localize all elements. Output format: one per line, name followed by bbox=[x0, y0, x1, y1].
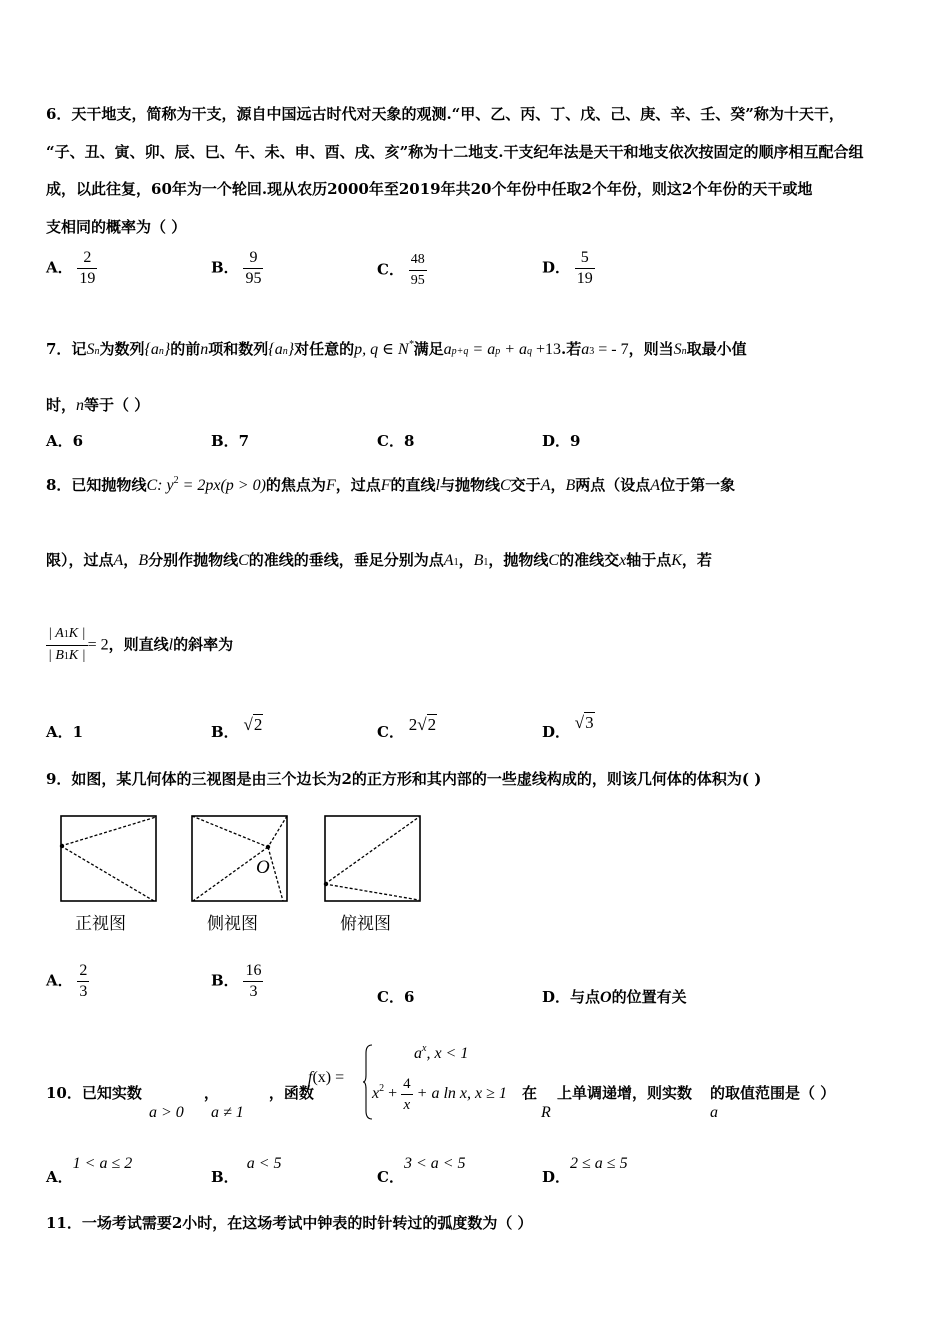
side-view-square bbox=[192, 816, 287, 901]
q9-option-c[interactable]: C．6 bbox=[377, 988, 415, 1006]
cond-a-not-one: a ≠ 1 bbox=[211, 1104, 244, 1121]
q8-option-a[interactable]: A．1 bbox=[46, 723, 84, 741]
q9-option-a[interactable]: A． $\frac{2}{3}$ bbox=[46, 962, 88, 1000]
front-view-caption: 正视图 bbox=[75, 914, 126, 934]
q10-option-b[interactable]: B．a < 5 bbox=[211, 1155, 282, 1186]
side-view-dashed-line bbox=[192, 816, 268, 847]
q7-option-b[interactable]: B．7 bbox=[211, 432, 250, 450]
fraction: $\frac{48}{95}$ bbox=[410, 252, 425, 288]
front-view-point bbox=[60, 844, 64, 848]
q11-text: 11．一场考试需要2小时，在这场考试中钟表的时针转过的弧度数为（ ） bbox=[46, 1214, 533, 1232]
fraction: $\frac{2}{3}$ bbox=[79, 962, 88, 1000]
q10-option-d[interactable]: D．2 ≤ a ≤ 5 bbox=[542, 1155, 628, 1186]
q7-option-c[interactable]: C．8 bbox=[377, 432, 415, 450]
top-view-caption: 俯视图 bbox=[340, 914, 391, 934]
side-view-dashed-line bbox=[268, 816, 287, 847]
sqrt: 2√2 bbox=[408, 715, 437, 734]
q8-option-b[interactable]: B． √2 bbox=[211, 715, 263, 741]
side-view-point bbox=[266, 845, 270, 849]
q8-option-c[interactable]: C． 2√2 bbox=[377, 715, 437, 741]
fraction: $\frac{2}{19}$ bbox=[79, 249, 96, 287]
q7-line-2: 时，n等于（ ） bbox=[46, 396, 150, 414]
q6-line-4: 支相同的概率为（ ） bbox=[46, 218, 187, 236]
q6-line-3: 成，以此往复，60年为一个轮回.现从农历2000年至2019年共20个年份中任取2个年份，则这2个年份的天干或地 bbox=[46, 180, 813, 198]
q6-option-c[interactable]: C． $\frac{48}{95}$ bbox=[377, 250, 427, 291]
q8-line-3: $\frac{| A1K |}{| B1K |}$ = 2，则直线l的斜率为 bbox=[46, 624, 233, 667]
front-view-square bbox=[61, 816, 156, 901]
q9-text: 9．如图，某几何体的三视图是由三个边长为2的正方形和其内部的一些虚线构成的，则该几何体的体积为( ) bbox=[46, 770, 762, 788]
sqrt: √2 bbox=[243, 715, 263, 734]
q6-line-2: “子、丑、寅、卯、辰、巳、午、未、申、酉、戌、亥”称为十二地支.干支纪年法是天干和地支依次按固定的顺序相互配合组 bbox=[46, 143, 864, 161]
sqrt: √3 bbox=[574, 713, 594, 732]
point-o-label: O bbox=[256, 857, 270, 878]
ratio-fraction: $\frac{| A1K |}{| B1K |}$ bbox=[48, 626, 86, 663]
fraction: $\frac{5}{19}$ bbox=[576, 249, 593, 287]
front-view-dashed-line bbox=[61, 817, 156, 846]
case-1: $a^x$, x < 1 bbox=[414, 1043, 469, 1062]
q7-option-d[interactable]: D．9 bbox=[542, 432, 581, 450]
q10-lead: 10．已知实数 ， ，函数 bbox=[46, 1084, 314, 1102]
q10-option-c[interactable]: C．3 < a < 5 bbox=[377, 1155, 466, 1186]
side-view-caption: 侧视图 bbox=[207, 914, 258, 934]
top-view-square bbox=[325, 816, 420, 901]
q7-line-1: 7．记Sn为数列{an}的前n项和数列{an}对任意的p, q ∈ N*满足ap+q = ap + aq +13.若a3 = - 7，则当Sn取最小值 bbox=[46, 339, 747, 358]
domain-r: R bbox=[541, 1104, 551, 1121]
q9-option-b[interactable]: B． $\frac{16}{3}$ bbox=[211, 962, 262, 1000]
q7-option-a[interactable]: A．6 bbox=[46, 432, 84, 450]
q8-line-2: 限），过点A，B分别作抛物线C的准线的垂线，垂足分别为点A1，B1，抛物线C的准线交x轴于点K，若 bbox=[46, 551, 712, 569]
side-view-dashed-line bbox=[268, 847, 283, 901]
front-view-dashed-line bbox=[61, 846, 154, 901]
q8-option-d[interactable]: D． √3 bbox=[542, 713, 594, 741]
fraction: $\frac{9}{95}$ bbox=[245, 249, 262, 287]
q10-tail: 在 上单调递增，则实数 的取值范围是（ ） bbox=[522, 1084, 836, 1102]
q6-option-b[interactable]: B． $\frac{9}{95}$ bbox=[211, 249, 262, 287]
q8-line-1: 8．已知抛物线C: $y^2 = 2px(p > 0)$的焦点为F，过点F的直线l与抛物线C交于A，B两点（设点A位于第一象 bbox=[46, 475, 736, 494]
top-view-dashed-line bbox=[325, 817, 419, 884]
top-view-dashed-line bbox=[325, 884, 419, 900]
fraction: $\frac{16}{3}$ bbox=[245, 962, 262, 1000]
top-view-point bbox=[324, 882, 328, 886]
cond-a-positive: a > 0 bbox=[149, 1104, 184, 1121]
q10-option-a[interactable]: A．1 < a ≤ 2 bbox=[46, 1155, 133, 1186]
q6-option-a[interactable]: A． $\frac{2}{19}$ bbox=[46, 249, 96, 287]
q6-option-d[interactable]: D． $\frac{5}{19}$ bbox=[542, 249, 593, 287]
var-a: a bbox=[710, 1104, 718, 1121]
function-name: f(x) = bbox=[308, 1069, 345, 1086]
q9-option-d[interactable]: D．与点O的位置有关 bbox=[542, 988, 687, 1006]
q6-line-1: 6．天干地支，简称为干支，源自中国远古时代对天象的观测.“甲、乙、丙、丁、戊、己、庚、辛、壬、癸”称为十天干， bbox=[46, 105, 844, 123]
three-view-figure bbox=[55, 810, 435, 910]
case-2: $x^2$ + $\frac{4}{x}$ + a ln x, x ≥ 1 bbox=[372, 1076, 507, 1113]
